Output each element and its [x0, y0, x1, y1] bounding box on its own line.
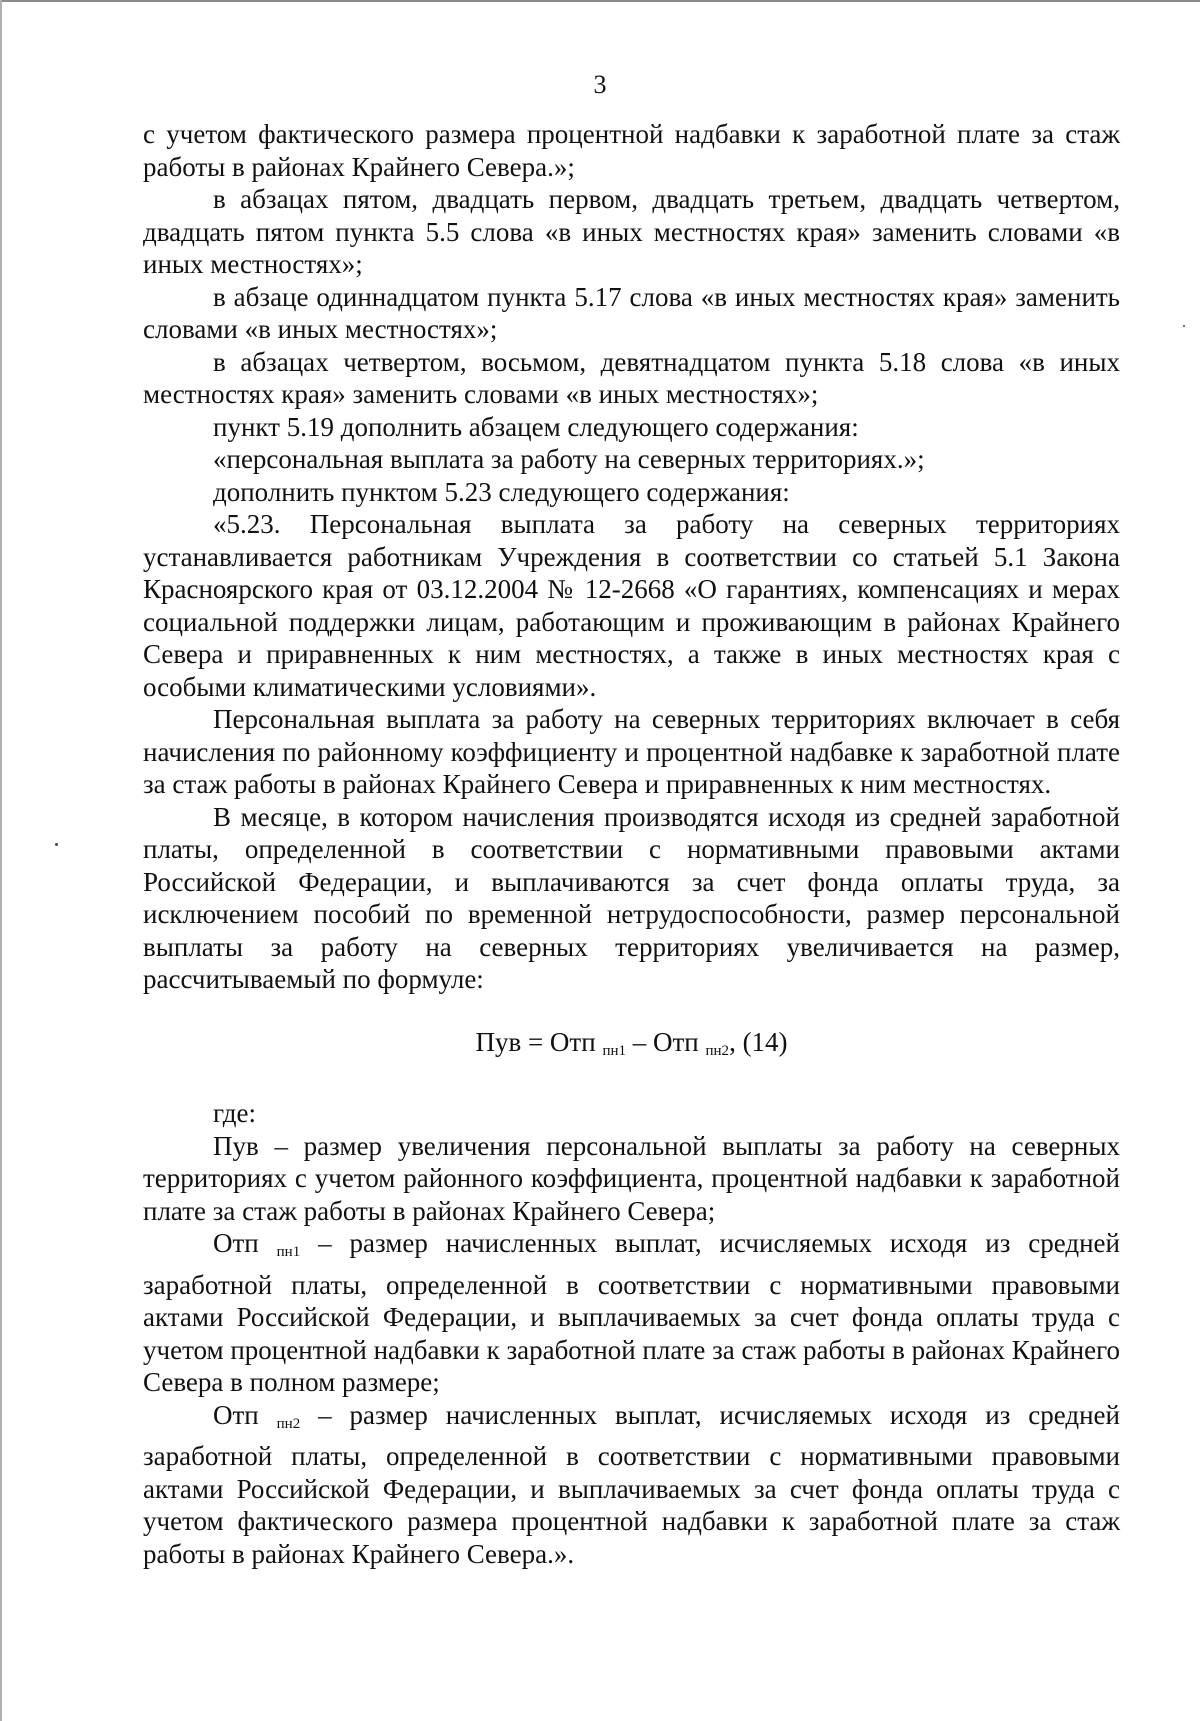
definition-otp-pn1	[143, 1227, 1120, 1399]
definition-subscript: пн2	[276, 1415, 301, 1432]
definition-text: – размер начисленных выплат, исчисляемых исходя из средней заработной платы, определенной в соответствии с нормативными правовыми актами Российской Федерации, и выплачиваемых за счет фонда оплаты труда с учетом процентной надбавки к заработной плате за стаж работы в районах Крайнего Севера в полном размере;	[143, 1228, 1120, 1397]
paragraph-amend-5-18: в абзацах четвертом, восьмом, девятнадцатом пункта 5.18 слова «в иных местностях края» заменить словами «в иных местностях»;	[143, 346, 1120, 409]
definitions-where: где:	[213, 1098, 256, 1128]
definition-term: Отп	[213, 1228, 259, 1258]
scan-edge-top	[0, 0, 1200, 2]
paragraph-amend-5-19: пункт 5.19 дополнить абзацем следующего содержания:	[213, 411, 859, 442]
formula-14	[143, 1026, 1120, 1068]
definition-otp-pn2	[143, 1399, 1120, 1571]
page-number: 3	[593, 70, 607, 99]
formula-lhs: Пув = Отп	[475, 1026, 596, 1057]
paragraph-continuation: с учетом фактического размера процентной надбавки к заработной плате за стаж работы в районах Крайнего Севера.»;	[143, 119, 1120, 182]
paragraph-5-23-text: «5.23. Персональная выплата за работу на северных территориях устанавливается работникам Учреждения в соответствии со статьей 5.1 Закона Красноярского края от 03.12.2004 № 12-2668 «О гарантиях, компенсациях и мерах социальной поддержки лицам, работающим и проживающим в районах Крайнего Севера и приравненных к ним местностях, а также в иных местностях края с особыми климатическими условиями».	[143, 509, 1120, 702]
paragraph-includes: Персональная выплата за работу на северных территориях включает в себя начисления по районному коэффициенту и процентной надбавке к заработной плате за стаж работы в районах Крайнего Севера и приравненных к ним местностях.	[143, 704, 1120, 799]
paragraph-formula-intro: В месяце, в котором начисления производятся исходя из средней заработной платы, определенной в соответствии с нормативными правовыми актами Российской Федерации, и выплачиваются за счет фонда оплаты труда, за исключением пособий по временной нетрудоспособности, размер персональной выплаты за работу на северных территориях увеличивается на размер, рассчитываемый по формуле:	[143, 801, 1120, 994]
scan-speck	[1183, 325, 1185, 327]
formula-number: , (14)	[729, 1026, 788, 1057]
paragraph-add-5-23: дополнить пунктом 5.23 следующего содержания:	[213, 476, 790, 507]
definition-text: – размер начисленных выплат, исчисляемых исходя из средней заработной платы, определенной в соответствии с нормативными правовыми актами Российской Федерации, и выплачиваемых за счет фонда оплаты труда с учетом фактического размера процентной надбавки к заработной плате за стаж работы в районах Крайнего Севера.».	[143, 1399, 1120, 1569]
formula-subscript-1: пн1	[602, 1042, 626, 1059]
formula-subscript-2: пн2	[705, 1042, 730, 1059]
definition-term: Отп	[213, 1399, 259, 1430]
paragraph-amend-5-17: в абзаце одиннадцатом пункта 5.17 слова «в иных местностях края» заменить словами «в иных местностях»;	[143, 281, 1120, 344]
paragraph-quote-5-19: «персональная выплата за работу на северных территориях.»;	[213, 444, 925, 474]
paragraph-amend-5-5: в абзацах пятом, двадцать первом, двадцать третьем, двадцать четвертом, двадцать пятом пункта 5.5 слова «в иных местностях края» заменить словами «в иных местностях»;	[143, 184, 1120, 279]
formula-minus: – Отп	[626, 1026, 699, 1057]
definition-puv: Пув – размер увеличения персональной выплаты за работу на северных территориях с учетом районного коэффициента, процентной надбавки к заработной плате за стаж работы в районах Крайнего Севера;	[143, 1130, 1120, 1226]
document-body	[143, 118, 1120, 1570]
scan-edge-left	[0, 0, 2, 1721]
scan-speck	[55, 843, 58, 846]
definition-subscript: пн1	[276, 1244, 301, 1260]
